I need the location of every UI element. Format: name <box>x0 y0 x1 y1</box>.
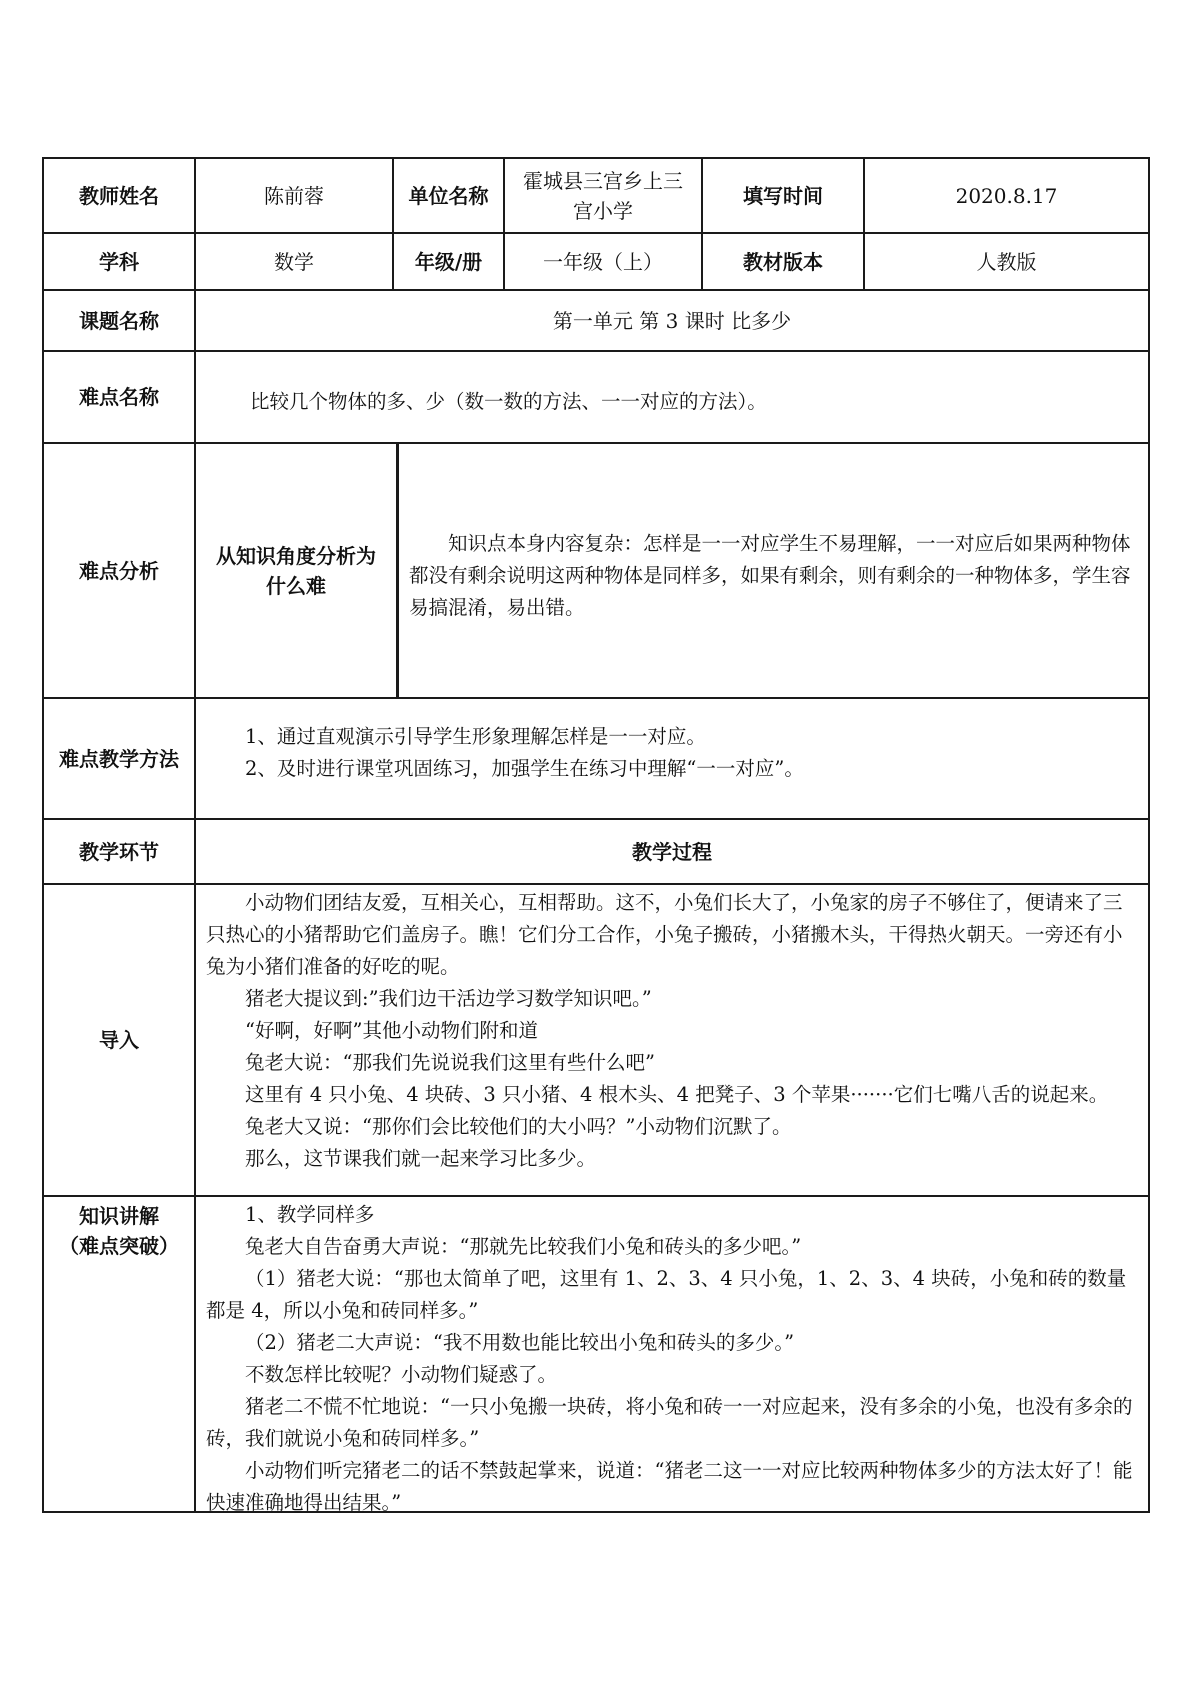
method-item: 1、通过直观演示引导学生形象理解怎样是一一对应。 <box>245 725 706 748</box>
edition-value: 人教版 <box>863 232 1150 291</box>
methods-label: 难点教学方法 <box>42 697 196 820</box>
lecture-paragraph: （2）猪老二大声说：“我不用数也能比较出小兔和砖头的多少。” <box>245 1331 795 1354</box>
unit-name-line2: 宫小学 <box>573 198 633 223</box>
unit-name-label: 单位名称 <box>392 157 505 234</box>
lecture-paragraph: 猪老二不慌不忙地说：“一只小兔搬一块砖，将小兔和砖一一对应起来，没有多余的小兔，也没有多余的砖，我们就说小兔和砖同样多。” <box>206 1395 1133 1450</box>
lecture-paragraph: （1）猪老大说：“那也太简单了吧，这里有 1、2、3、4 只小兔，1、2、3、4 块砖，小兔和砖的数量都是 4，所以小兔和砖同样多。” <box>206 1267 1127 1322</box>
edition-label: 教材版本 <box>701 232 865 291</box>
intro-paragraph: “好啊，好啊”其他小动物们附和道 <box>245 1019 538 1042</box>
method-item: 2、及时进行课堂巩固练习，加强学生在练习中理解“一一对应”。 <box>245 757 804 780</box>
difficulty-label: 难点名称 <box>42 350 196 444</box>
grade-value: 一年级（上） <box>503 232 703 291</box>
lecture-paragraph: 兔老大自告奋勇大声说：“那就先比较我们小兔和砖头的多少吧。” <box>245 1235 802 1258</box>
intro-paragraph: 这里有 4 只小兔、4 块砖、3 只小猪、4 根木头、4 把凳子、3 个苹果·······它们七嘴八舌的说起来。 <box>245 1083 1109 1106</box>
fill-date-value: 2020.8.17 <box>863 157 1150 234</box>
analysis-sublabel-line2: 什么难 <box>266 573 326 598</box>
analysis-text <box>396 442 1150 699</box>
lecture-label-line1: 知识讲解 <box>79 1204 159 1228</box>
grade-label: 年级/册 <box>392 232 505 291</box>
lecture-label-line2: （难点突破） <box>59 1234 179 1258</box>
process-header: 教学过程 <box>194 818 1150 885</box>
unit-name-line1: 霍城县三宫乡上三 <box>523 168 683 193</box>
intro-paragraph: 那么，这节课我们就一起来学习比多少。 <box>245 1147 597 1170</box>
lecture-paragraph: 不数怎样比较呢？小动物们疑惑了。 <box>245 1363 558 1386</box>
unit-name-value <box>503 157 703 234</box>
lecture-label <box>42 1195 196 1513</box>
topic-value: 第一单元 第 3 课时 比多少 <box>194 289 1150 352</box>
intro-paragraph: 猪老大提议到:”我们边干活边学习数学知识吧。” <box>245 987 652 1010</box>
difficulty-value: 比较几个物体的多、少（数一数的方法、一一对应的方法）。 <box>194 350 1150 444</box>
topic-label: 课题名称 <box>42 289 196 352</box>
subject-value: 数学 <box>194 232 394 291</box>
lecture-text <box>194 1195 1150 1513</box>
methods-text <box>194 697 1150 820</box>
fill-date-label: 填写时间 <box>701 157 865 234</box>
intro-paragraph: 兔老大说：“那我们先说说我们这里有些什么吧” <box>245 1051 655 1074</box>
subject-label: 学科 <box>42 232 196 291</box>
intro-text <box>194 883 1150 1197</box>
lecture-paragraph: 小动物们听完猪老二的话不禁鼓起掌来，说道：“猪老二这一一对应比较两种物体多少的方法太好了！能快速准确地得出结果。” <box>206 1459 1133 1514</box>
teacher-name-value: 陈前蓉 <box>194 157 394 234</box>
analysis-label: 难点分析 <box>42 442 196 699</box>
intro-paragraph: 兔老大又说：“那你们会比较他们的大小吗？”小动物们沉默了。 <box>245 1115 792 1138</box>
analysis-sublabel <box>194 442 398 699</box>
analysis-paragraph: 知识点本身内容复杂：怎样是一一对应学生不易理解，一一对应后如果两种物体都没有剩余说明这两种物体是同样多，如果有剩余，则有剩余的一种物体多，学生容易搞混淆，易出错。 <box>409 532 1131 619</box>
teacher-name-label: 教师姓名 <box>42 157 196 234</box>
intro-paragraph: 小动物们团结友爱，互相关心，互相帮助。这不，小兔们长大了，小兔家的房子不够住了，便请来了三只热心的小猪帮助它们盖房子。瞧！它们分工合作，小兔子搬砖，小猪搬木头，干得热火朝天。一旁还有小兔为小猪们准备的好吃的呢。 <box>206 891 1123 978</box>
analysis-sublabel-line1: 从知识角度分析为 <box>216 543 376 568</box>
intro-label: 导入 <box>42 883 196 1197</box>
process-step-label: 教学环节 <box>42 818 196 885</box>
lecture-paragraph: 1、教学同样多 <box>245 1203 375 1226</box>
